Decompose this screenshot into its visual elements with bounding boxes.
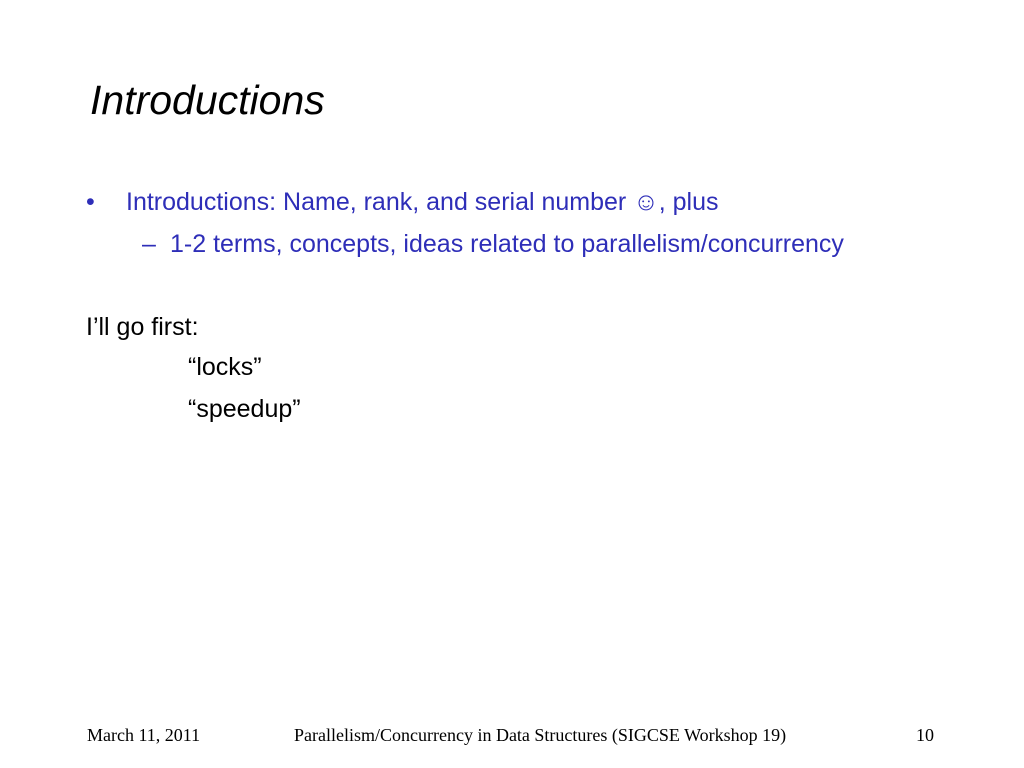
footer-title: Parallelism/Concurrency in Data Structures (SIGCSE Workshop 19) bbox=[294, 725, 787, 745]
go-first-text: I’ll go first: bbox=[86, 313, 199, 341]
bullet-text: Introductions: Name, rank, and serial number ☺, plus bbox=[126, 188, 719, 216]
sub-bullet-item bbox=[142, 226, 844, 262]
sub-bullet-text: 1-2 terms, concepts, ideas related to parallelism/concurrency bbox=[170, 230, 844, 258]
footer-date: March 11, 2011 bbox=[87, 725, 201, 745]
term-speedup: “speedup” bbox=[188, 395, 301, 423]
bullet-marker: • bbox=[86, 188, 95, 216]
slide-title: Introductions bbox=[90, 77, 325, 123]
term-locks: “locks” bbox=[188, 353, 262, 381]
footer-page-number: 10 bbox=[916, 725, 934, 745]
bullet-item bbox=[86, 184, 718, 220]
sub-bullet-marker: – bbox=[142, 230, 156, 258]
